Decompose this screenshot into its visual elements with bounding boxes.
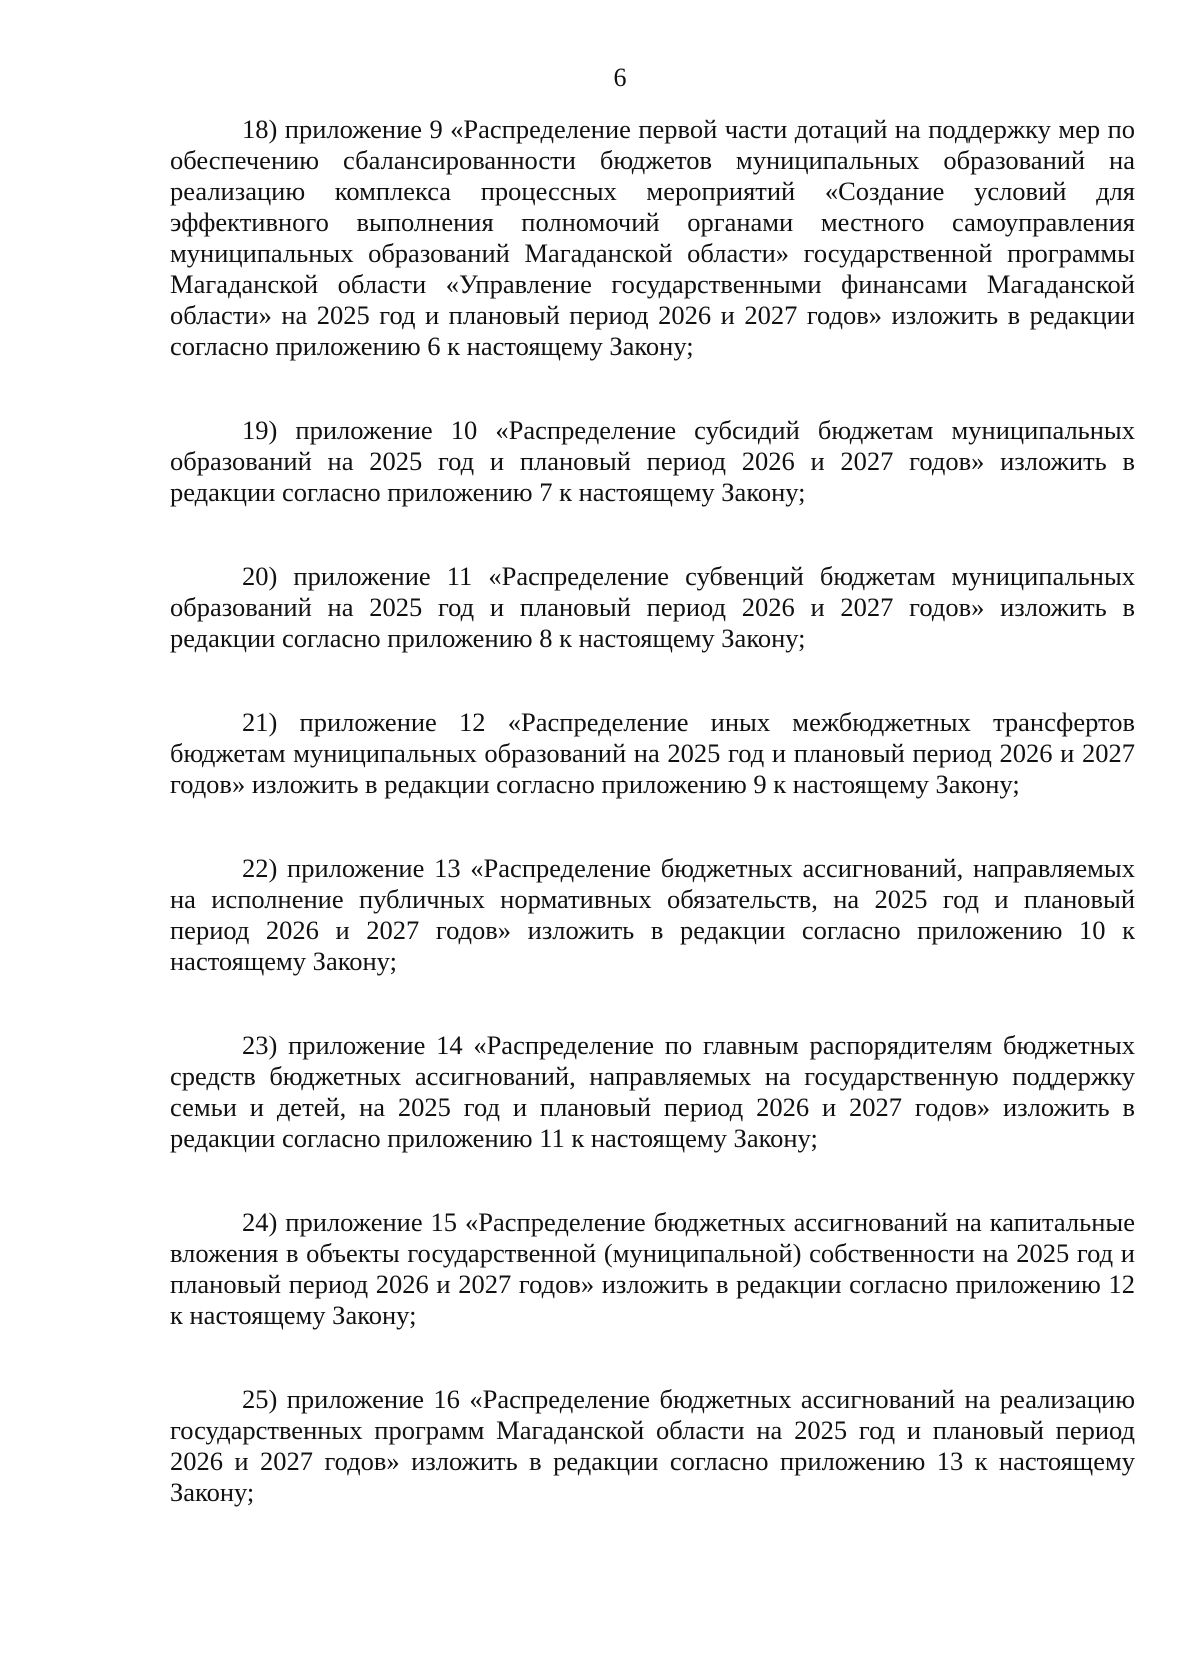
list-item-22: 22) приложение 13 «Распределение бюджетных ассигнований, направляемых на исполнение публичных нормативных обязательств, на 2025 год и плановый период 2026 и 2027 годов» изложить в редакции согласно приложению 10 к настоящему Закону;: [170, 853, 1135, 976]
document-body: [170, 114, 1135, 1508]
list-item-18: 18) приложение 9 «Распределение первой части дотаций на поддержку мер по обеспечению сбалансированности бюджетов муниципальных образований на реализацию комплекса процессных мероприятий «Создание условий для эффективного выполнения полномочий органами местного самоуправления муниципальных образований Магаданской области» государственной программы Магаданской области «Управление государственными финансами Магаданской области» на 2025 год и плановый период 2026 и 2027 годов» изложить в редакции согласно приложению 6 к настоящему Закону;: [170, 114, 1135, 361]
list-item-19: 19) приложение 10 «Распределение субсидий бюджетам муниципальных образований на 2025 год и плановый период 2026 и 2027 годов» изложить в редакции согласно приложению 7 к настоящему Закону;: [170, 415, 1135, 507]
list-item-23: 23) приложение 14 «Распределение по главным распорядителям бюджетных средств бюджетных ассигнований, направляемых на государственную поддержку семьи и детей, на 2025 год и плановый период 2026 и 2027 годов» изложить в редакции согласно приложению 11 к настоящему Закону;: [170, 1030, 1135, 1153]
list-item-25: 25) приложение 16 «Распределение бюджетных ассигнований на реализацию государственных программ Магаданской области на 2025 год и плановый период 2026 и 2027 годов» изложить в редакции согласно приложению 13 к настоящему Закону;: [170, 1384, 1135, 1507]
page-number: 6: [613, 63, 627, 92]
list-item-24: 24) приложение 15 «Распределение бюджетных ассигнований на капитальные вложения в объекты государственной (муниципальной) собственности на 2025 год и плановый период 2026 и 2027 годов» изложить в редакции согласно приложению 12 к настоящему Закону;: [170, 1207, 1135, 1330]
list-item-20: 20) приложение 11 «Распределение субвенций бюджетам муниципальных образований на 2025 год и плановый период 2026 и 2027 годов» изложить в редакции согласно приложению 8 к настоящему Закону;: [170, 561, 1135, 653]
list-item-21: 21) приложение 12 «Распределение иных межбюджетных трансфертов бюджетам муниципальных образований на 2025 год и плановый период 2026 и 2027 годов» изложить в редакции согласно приложению 9 к настоящему Закону;: [170, 707, 1135, 799]
